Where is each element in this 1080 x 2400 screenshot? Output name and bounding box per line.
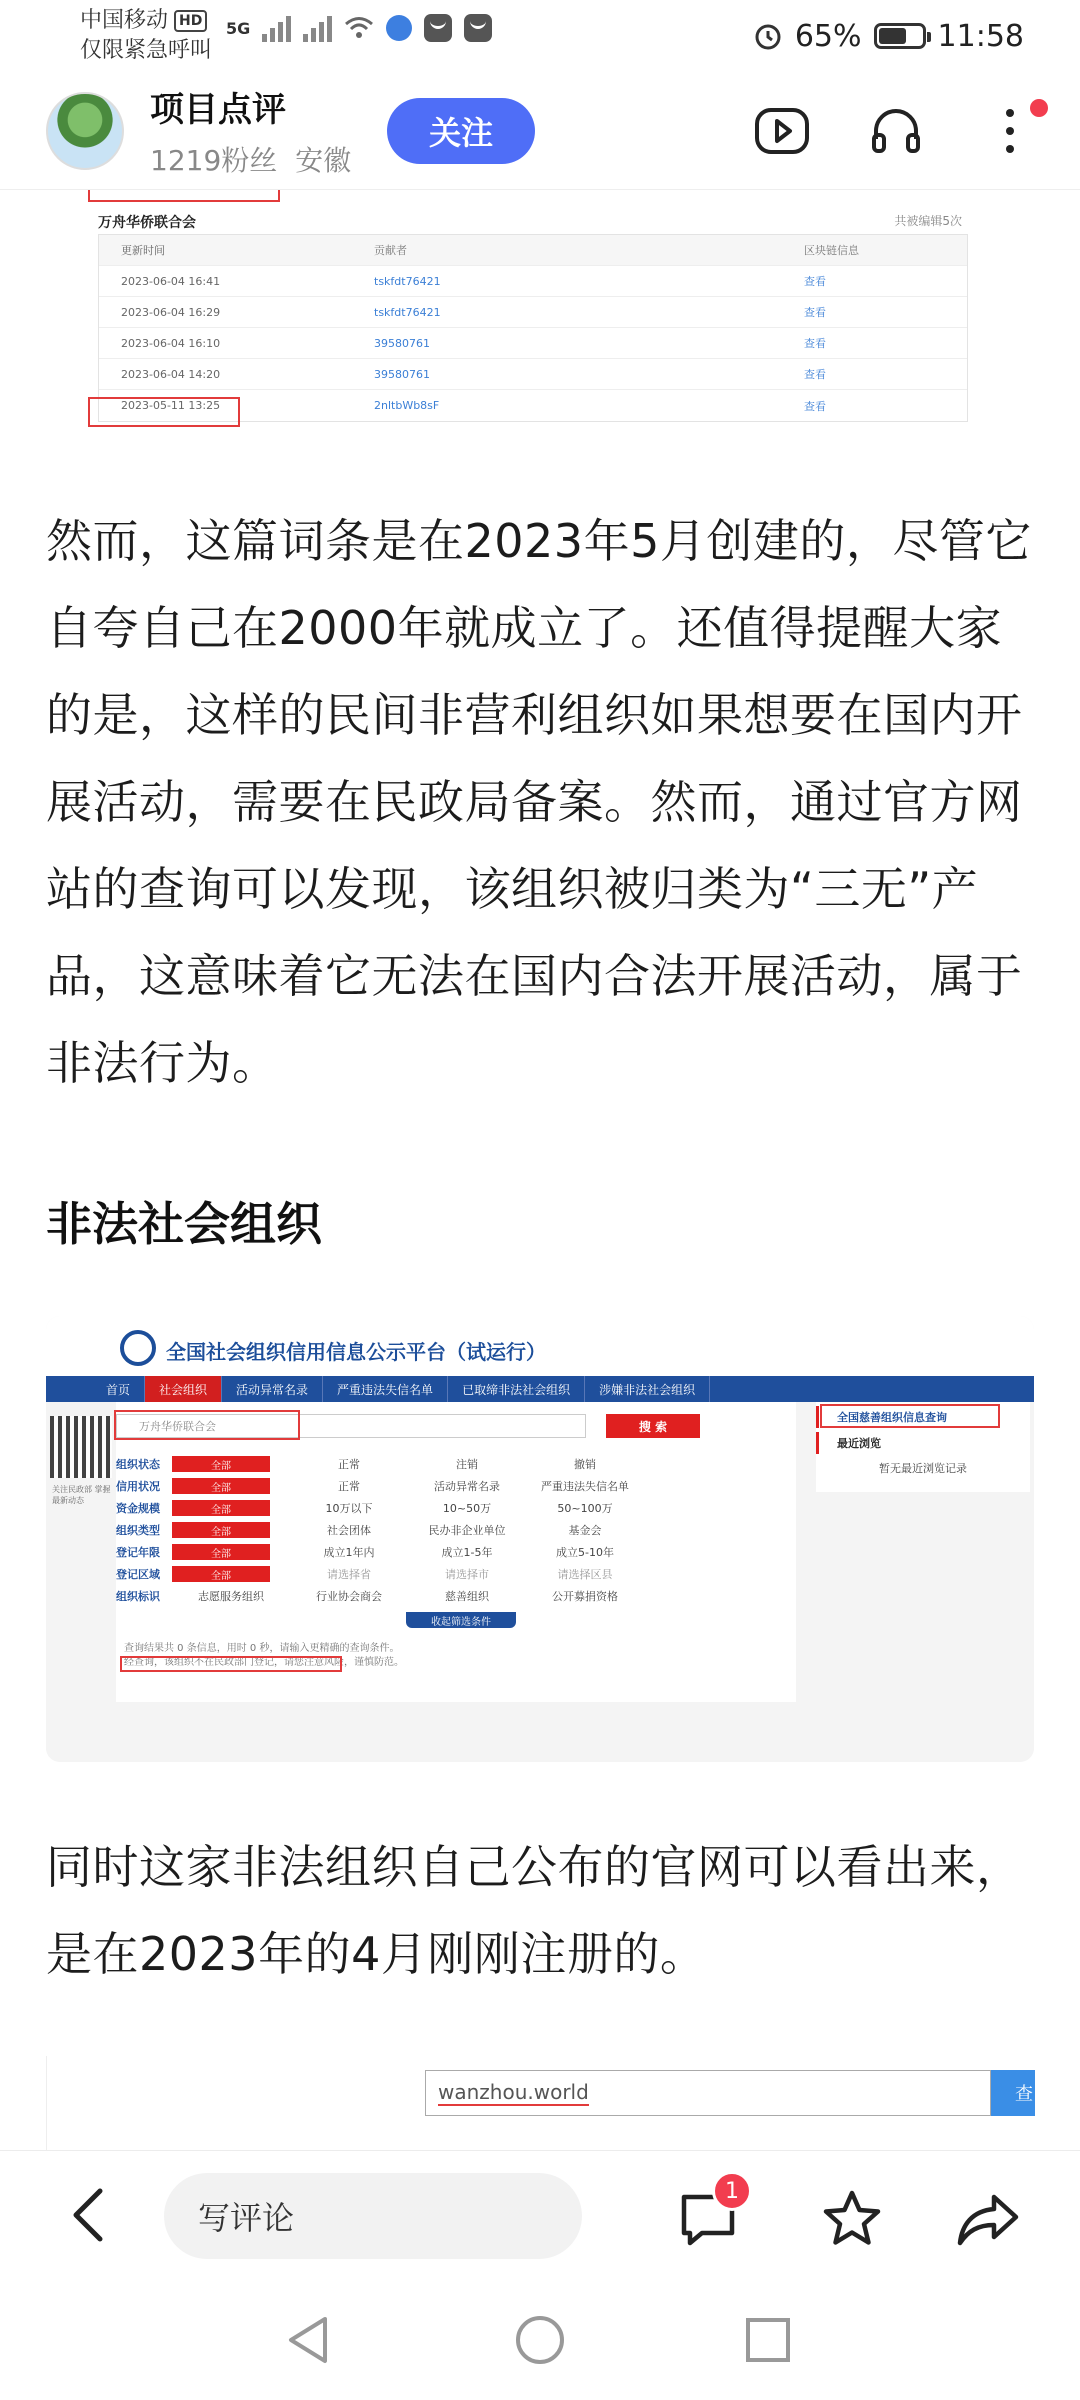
circle-home-icon: [513, 2313, 567, 2367]
domain-lookup-image[interactable]: [46, 2056, 1034, 2150]
filter-option: 撤销: [574, 1458, 596, 1471]
signal-icon: [262, 14, 291, 42]
filter-label: 组织状态: [116, 1458, 160, 1471]
charity-search-link: 全国慈善组织信息查询: [816, 1406, 1030, 1428]
status-right: [753, 19, 1024, 54]
author-name[interactable]: 项目点评: [150, 90, 286, 130]
edit-count: 共被编辑5次: [894, 214, 962, 228]
filter-label: 资金规模: [116, 1502, 160, 1515]
filter-all: 全部: [172, 1522, 270, 1538]
battery-icon: [874, 23, 926, 49]
platform-titlebar: [46, 1316, 1034, 1376]
filter-option: 请选择区县: [557, 1568, 613, 1581]
filter-option: 10~50万: [442, 1502, 492, 1515]
article-header: [0, 72, 1080, 190]
filter-option: 志愿服务组织: [198, 1590, 264, 1603]
nav-item: 首页: [46, 1376, 145, 1402]
filter-option: 10万以下: [325, 1502, 373, 1515]
write-comment-input[interactable]: 写评论: [164, 2173, 582, 2259]
star-icon: [820, 2187, 884, 2251]
video-play-button[interactable]: [752, 101, 812, 161]
filter-option: 民办非企业单位: [428, 1524, 506, 1537]
author-info[interactable]: [150, 82, 351, 179]
result-warning: 经查询，该组织不在民政部门登记，请您注意风险，谨慎防范。: [124, 1657, 404, 1668]
filter-row: [116, 1498, 644, 1518]
view-link: 查看: [804, 306, 826, 319]
comment-count-badge: 1: [712, 2171, 752, 2211]
carrier-info: [80, 6, 212, 66]
article-paragraph: 同时这家非法组织自己公布的官网可以看出来，是在2023年的4月刚刚注册的。: [46, 1840, 1023, 1981]
emergency-only-text: 仅限紧急呼叫: [80, 38, 213, 63]
nav-recents-button[interactable]: [738, 2310, 798, 2370]
filter-option: 成立5-10年: [556, 1546, 614, 1559]
status-icons: [226, 14, 492, 42]
nav-back-button[interactable]: [278, 2310, 338, 2370]
view-link: 查看: [804, 399, 826, 413]
platform-title: 全国社会组织信用信息公示平台（试运行）: [166, 1340, 546, 1364]
filter-option: 行业协会商会: [316, 1590, 382, 1603]
signal-no-service-icon: [303, 14, 332, 42]
more-vertical-icon: [1000, 103, 1020, 159]
domain-field: [425, 2070, 991, 2116]
filter-all: 全部: [172, 1478, 270, 1494]
filter-label: 组织标识: [116, 1590, 160, 1603]
filter-option: 基金会: [568, 1524, 602, 1537]
update-time: 2023-05-11 13:25: [121, 399, 221, 412]
filter-all: 全部: [172, 1456, 270, 1472]
nav-home-button[interactable]: [510, 2310, 570, 2370]
filter-row: [116, 1520, 644, 1540]
update-time: 2023-06-04 14:20: [121, 367, 221, 381]
platform-nav: [46, 1376, 1034, 1402]
share-arrow-icon: [956, 2187, 1020, 2251]
table-row: [99, 297, 967, 328]
filter-option: 请选择市: [445, 1568, 489, 1581]
filter-option: 活动异常名录: [434, 1480, 500, 1493]
highlight-box: [88, 190, 280, 202]
nav-item: 涉嫌非法社会组织: [585, 1376, 710, 1402]
search-button: 搜 索: [606, 1414, 700, 1438]
filter-option: 成立1-5年: [441, 1546, 493, 1559]
filter-option: 严重违法失信名单: [541, 1480, 629, 1493]
filter-row: [116, 1454, 644, 1474]
filter-row: [116, 1564, 644, 1584]
triangle-back-icon: [283, 2313, 333, 2367]
nav-item: 活动异常名录: [222, 1376, 323, 1402]
view-link: 查看: [804, 275, 826, 288]
qr-caption: 关注民政部 掌握最新动态: [52, 1485, 111, 1505]
notification-dot: [1030, 99, 1048, 117]
filter-option: 慈善组织: [445, 1590, 489, 1603]
nav-item: 已取缔非法社会组织: [448, 1376, 585, 1402]
filter-label: 组织类型: [116, 1524, 160, 1537]
filter-option: 正常: [338, 1480, 360, 1493]
chevron-left-icon: [68, 2185, 108, 2245]
square-recents-icon: [743, 2315, 793, 2365]
column-header: 更新时间: [121, 244, 165, 257]
filter-label: 登记年限: [116, 1546, 160, 1559]
result-summary: 查询结果共 0 条信息，用时 0 秒，请输入更精确的查询条件。: [124, 1643, 400, 1654]
alarm-icon: [753, 21, 783, 51]
view-link: 查看: [804, 368, 826, 381]
table-header: [99, 235, 967, 266]
recent-browse-empty: 暂无最近浏览记录: [879, 1462, 967, 1475]
qr-code: [50, 1416, 112, 1478]
filter-all: 全部: [172, 1500, 270, 1516]
article-paragraph: 然而，这篇词条是在2023年5月创建的，尽管它自夸自己在2000年就成立了。还值得提醒大家的是，这样的民间非营利组织如果想要在国内开展活动，需要在民政局备案。然而，通过官方网站的查询可以发现，该组织被归类为“三无”产品，这意味着它无法在国内合法开展活动，属于非法行为。: [46, 514, 1032, 1090]
contributor: tskfdt76421: [374, 274, 441, 288]
platform-logo: [120, 1330, 156, 1366]
author-avatar[interactable]: [46, 92, 124, 170]
domain-search-button: 查: [991, 2070, 1035, 2116]
share-button[interactable]: [956, 2187, 1020, 2251]
follower-count: 1219粉丝: [150, 144, 278, 177]
update-time: 2023-06-04 16:41: [121, 274, 221, 288]
table-row: [99, 266, 967, 297]
side-panel: [816, 1402, 1030, 1492]
bottom-action-bar: [0, 2150, 1080, 2280]
recent-browse-title: 最近浏览: [816, 1432, 1030, 1454]
nav-item: 社会组织: [145, 1376, 222, 1402]
filter-label: 信用状况: [116, 1480, 160, 1493]
history-table: [98, 234, 968, 422]
filter-option: 公开募捐资格: [552, 1590, 618, 1603]
highlight-box: [120, 1656, 342, 1672]
carrier-name: 中国移动: [80, 8, 169, 33]
highlight-box: [820, 1404, 1000, 1428]
filter-option: 社会团体: [327, 1524, 371, 1537]
follow-button[interactable]: 关注: [387, 98, 535, 164]
filter-option: 正常: [338, 1458, 360, 1471]
filter-all: 全部: [172, 1544, 270, 1560]
filter-row: [116, 1542, 644, 1562]
filter-row: [116, 1476, 644, 1496]
update-time: 2023-06-04 16:10: [121, 336, 221, 350]
filter-option: 成立1年内: [323, 1546, 375, 1559]
filter-row: [116, 1586, 644, 1606]
edit-history-image[interactable]: [80, 190, 970, 430]
app-notification-icon: [464, 14, 492, 42]
contributor: tskfdt76421: [374, 305, 441, 319]
status-bar: [0, 0, 1080, 72]
update-time: 2023-06-04 16:29: [121, 305, 221, 319]
more-button[interactable]: [980, 101, 1040, 161]
app-notification-icon: [424, 14, 452, 42]
back-button[interactable]: [58, 2185, 118, 2245]
contributor: 39580761: [374, 336, 430, 350]
contributor: 39580761: [374, 367, 430, 381]
battery-level-fill: [879, 28, 906, 44]
filter-all: 全部: [172, 1566, 270, 1582]
headphones-icon: [868, 103, 924, 159]
filter-label: 登记区域: [116, 1568, 160, 1581]
table-row: [99, 359, 967, 390]
author-meta: [150, 139, 351, 179]
network-type-label: 5G: [226, 18, 251, 38]
nav-item: 严重违法失信名单: [323, 1376, 448, 1402]
battery-percent: 65%: [794, 18, 862, 54]
org-title: 万舟华侨联合会: [98, 215, 196, 231]
app-notification-icon: [386, 15, 412, 41]
platform-body: [46, 1402, 1034, 1762]
video-play-icon: [753, 102, 811, 160]
column-header: 贡献者: [374, 244, 407, 257]
header-actions: [752, 101, 1040, 161]
system-nav-bar: [0, 2280, 1080, 2400]
hd-badge: HD: [174, 10, 207, 32]
wifi-icon: [344, 15, 374, 41]
view-link: 查看: [804, 337, 826, 350]
listen-button[interactable]: [866, 101, 926, 161]
clock: 11:58: [937, 18, 1024, 54]
contributor: 2nltbWb8sF: [374, 399, 440, 412]
highlight-box: [114, 1410, 300, 1440]
favorite-button[interactable]: [820, 2187, 884, 2251]
filter-option: 请选择省: [327, 1568, 371, 1581]
org-search-field: 万舟华侨联合会: [116, 1414, 586, 1438]
highlight-box: [88, 397, 240, 427]
filter-option: 注销: [456, 1458, 478, 1471]
column-header: 区块链信息: [804, 244, 859, 257]
article-content[interactable]: [0, 190, 1080, 2150]
table-row: [99, 328, 967, 359]
section-heading: 非法社会组织: [46, 1197, 322, 1251]
collapse-filters-tab: 收起筛选条件: [406, 1612, 516, 1628]
domain-value: wanzhou.world: [438, 2080, 589, 2104]
credit-platform-image[interactable]: [46, 1316, 1034, 1762]
author-location: 安徽: [295, 144, 352, 177]
filter-option: 50~100万: [557, 1502, 613, 1515]
